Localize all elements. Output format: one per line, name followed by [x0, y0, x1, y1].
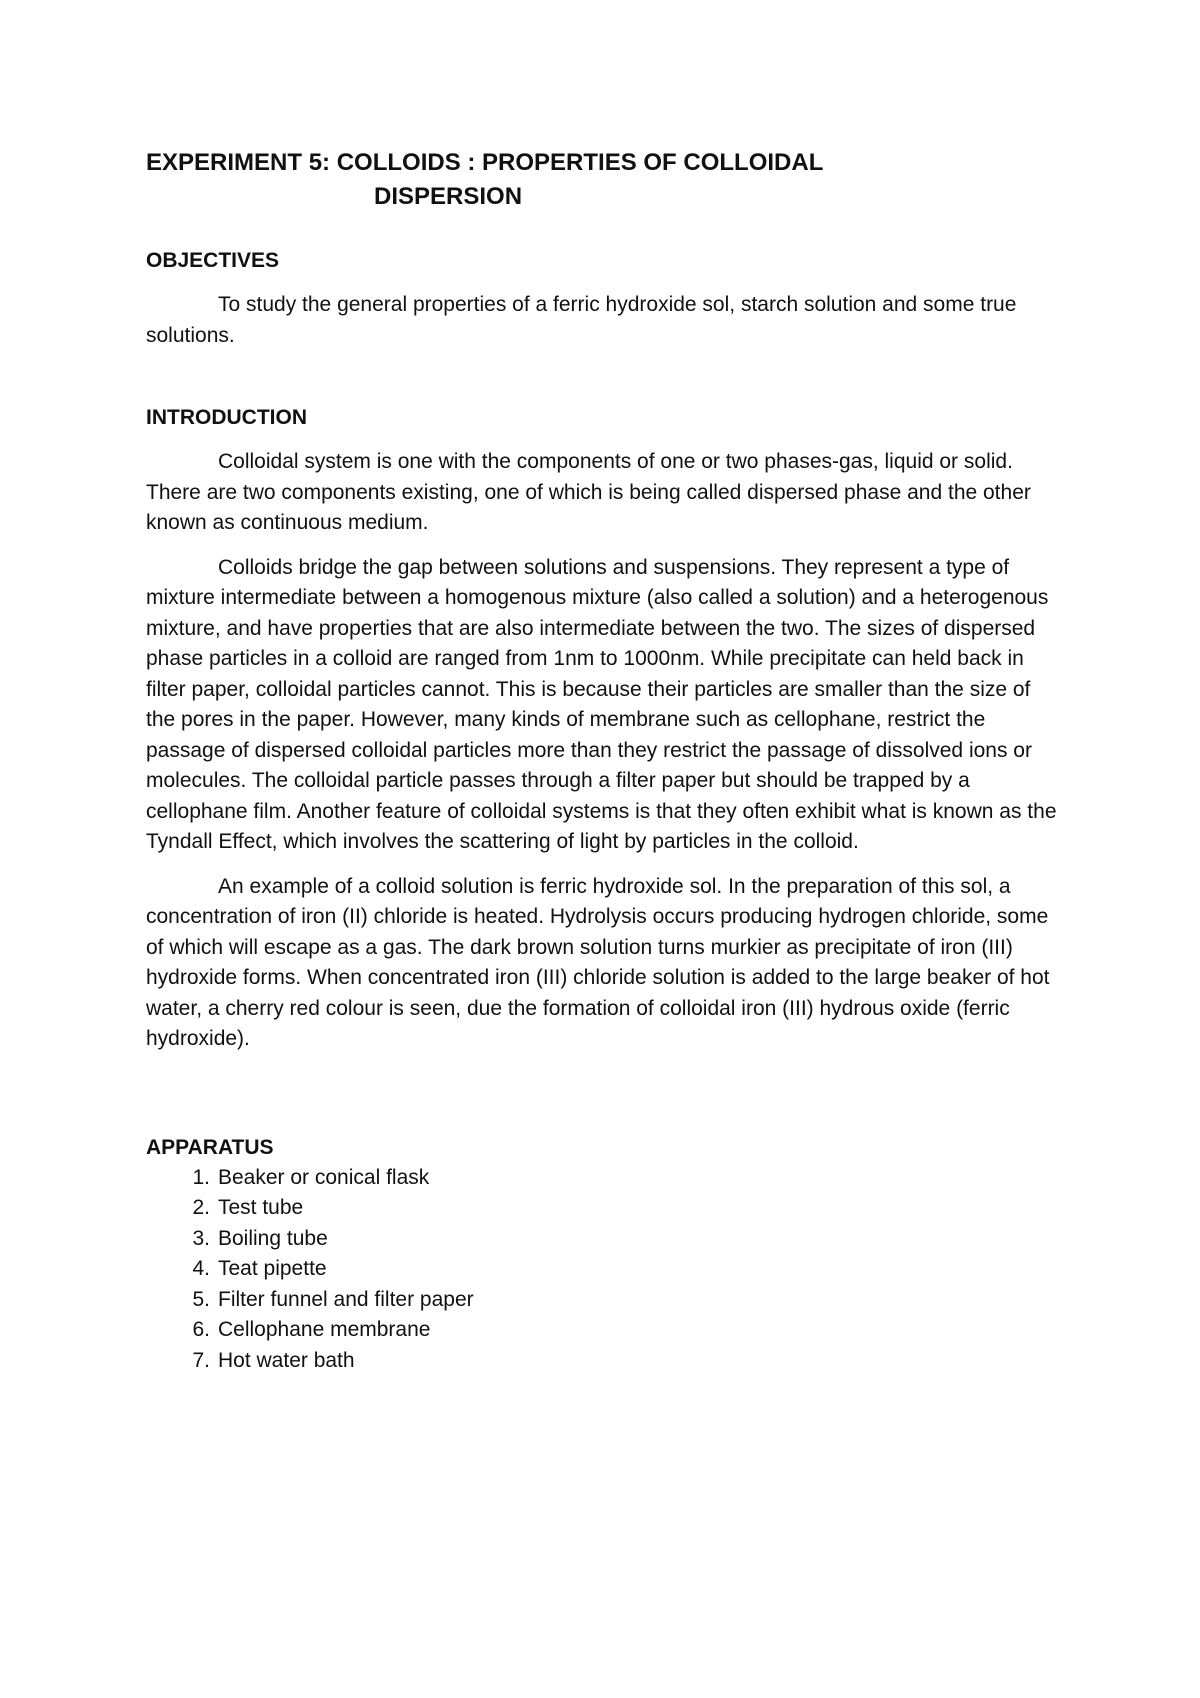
list-number: 3. — [192, 1226, 210, 1250]
list-item — [146, 1193, 1058, 1224]
list-number: 2. — [192, 1196, 210, 1219]
apparatus-heading: APPARATUS — [146, 1135, 274, 1159]
introduction-paragraph-2: Colloids bridge the gap between solutions and suspensions. They represent a type of mixture intermediate between a homogenous mixture (also called a solution) and a heterogenous mixture, and have properties that are also intermediate between the two. The sizes of dispersed phase particles in a colloid are ranged from 1nm to 1000nm. While precipitate can held back in filter paper, colloidal particles cannot. This is because their particles are smaller than the size of the pores in the paper. However, many kinds of membrane such as cellophane, restrict the passage of dispersed colloidal particles more than they restrict the passage of dissolved ions or molecules. The colloidal particle passes through a filter paper but should be trapped by a cellophane film. Another feature of colloidal systems is that they often exhibit what is known as the Tyndall Effect, which involves the scattering of light by particles in the colloid. — [146, 555, 1057, 853]
list-item — [146, 1163, 1058, 1194]
list-item-label: Hot water bath — [218, 1348, 355, 1372]
list-item-label: Teat pipette — [218, 1257, 327, 1280]
list-number: 6. — [192, 1318, 210, 1341]
list-item — [146, 1224, 1058, 1255]
introduction-paragraph-1: Colloidal system is one with the components of one or two phases-gas, liquid or solid. There are two components existing, one of which is being called dispersed phase and the other known as continuous medium. — [146, 450, 1031, 534]
list-item-label: Cellophane membrane — [218, 1318, 431, 1341]
introduction-heading: INTRODUCTION — [146, 406, 307, 429]
list-item — [146, 1346, 1058, 1377]
document-title — [146, 146, 1058, 214]
document-content — [146, 146, 1058, 1376]
list-item — [146, 1254, 1058, 1285]
list-item-label: Boiling tube — [218, 1226, 328, 1250]
list-item-label: Filter funnel and filter paper — [218, 1287, 474, 1311]
list-number: 1. — [192, 1165, 210, 1189]
list-item — [146, 1285, 1058, 1316]
objectives-heading: OBJECTIVES — [146, 249, 280, 272]
list-number: 5. — [192, 1287, 210, 1311]
list-number: 7. — [192, 1348, 210, 1372]
list-number: 4. — [192, 1257, 210, 1280]
list-item-label: Beaker or conical flask — [218, 1165, 430, 1189]
objectives-paragraph: To study the general properties of a ferric hydroxide sol, starch solution and some true solutions. — [146, 293, 1017, 347]
apparatus-list — [146, 1163, 1058, 1377]
introduction-paragraph-3: An example of a colloid solution is ferric hydroxide sol. In the preparation of this sol, a concentration of iron (II) chloride is heated. Hydrolysis occurs producing hydrogen chloride, some of which will escape as a gas. The dark brown solution turns murkier as precipitate of iron (III) hydroxide forms. When concentrated iron (III) chloride solution is added to the large beaker of hot water, a cherry red colour is seen, due the formation of colloidal iron (III) hydrous oxide (ferric hydroxide). — [146, 874, 1050, 1050]
title-line-1: EXPERIMENT 5: COLLOIDS : PROPERTIES OF COLLOIDAL — [146, 149, 824, 176]
list-item-label: Test tube — [218, 1196, 304, 1219]
list-item — [146, 1315, 1058, 1346]
title-line-2: DISPERSION — [374, 183, 523, 210]
